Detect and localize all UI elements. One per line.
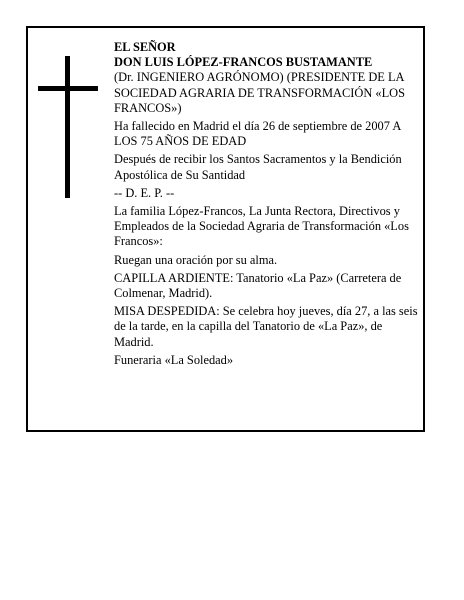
cross-vertical-bar bbox=[65, 56, 70, 198]
mass-line: MISA DESPEDIDA: Se celebra hoy jueves, día 27, a las seis de la tarde, en la capilla del Tanatorio de «La Paz», de Madrid. bbox=[114, 304, 418, 349]
credentials: (Dr. INGENIERO AGRÓNOMO) (PRESIDENTE DE LA SOCIEDAD AGRARIA DE TRANSFORMACIÓN «LOS FRANCOS») bbox=[114, 70, 405, 115]
cross-icon bbox=[38, 56, 98, 198]
obituary-notice bbox=[26, 26, 425, 432]
rip-line: -- D. E. P. -- bbox=[114, 185, 175, 200]
family-line: La familia López-Francos, La Junta Rectora, Directivos y Empleados de la Sociedad Agraria de Transformación «Los Francos»: bbox=[114, 204, 409, 249]
sacraments-line: Después de recibir los Santos Sacramentos y la Bendición Apostólica de Su Santidad bbox=[114, 152, 402, 182]
deceased-name: DON LUIS LÓPEZ-FRANCOS BUSTAMANTE bbox=[114, 55, 373, 70]
title-line-1: EL SEÑOR bbox=[114, 40, 176, 54]
death-announcement: Ha fallecido en Madrid el día 26 de septiembre de 2007 A LOS 75 AÑOS DE EDAD bbox=[114, 119, 401, 149]
chapel-line: CAPILLA ARDIENTE: Tanatorio «La Paz» (Carretera de Colmenar, Madrid). bbox=[114, 270, 402, 301]
obituary-text bbox=[114, 40, 422, 371]
prayer-line: Ruegan una oración por su alma. bbox=[114, 252, 278, 267]
cross-horizontal-bar bbox=[38, 86, 98, 91]
funeral-home-line: Funeraria «La Soledad» bbox=[114, 352, 234, 367]
